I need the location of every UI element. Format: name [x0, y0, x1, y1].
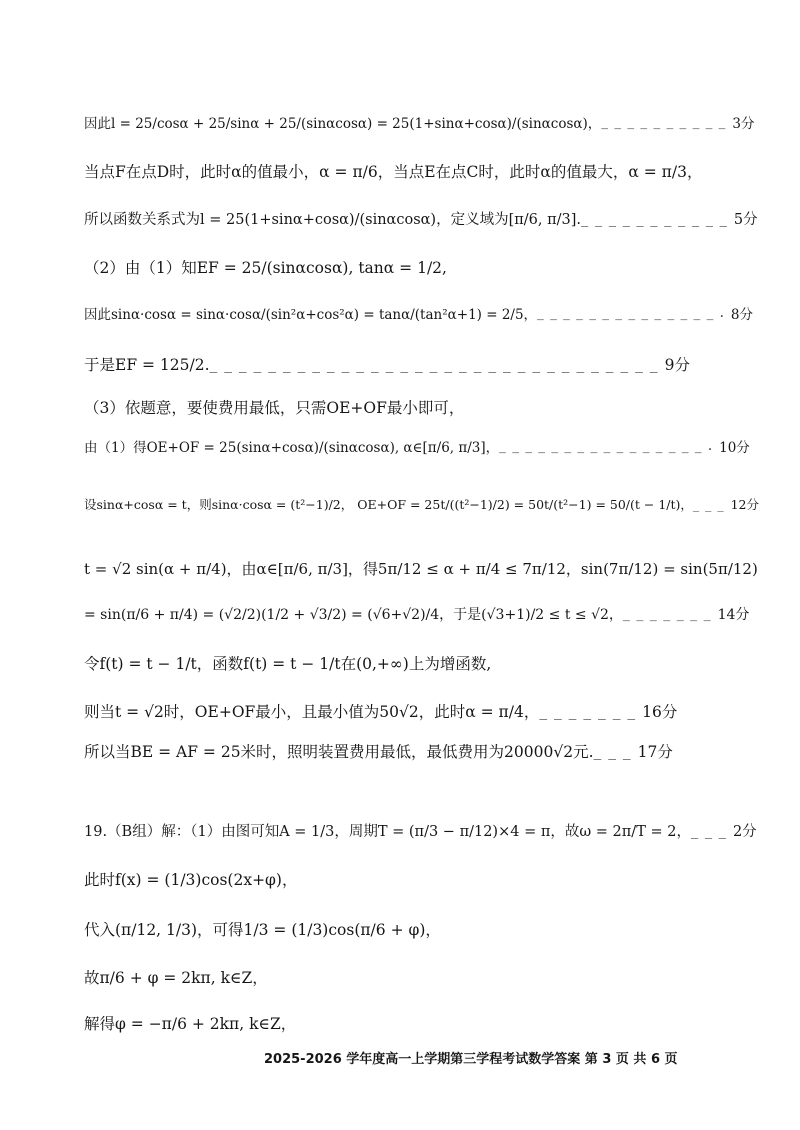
dash-leader: _ _ _ [593, 742, 632, 760]
score-mark: 12分 [730, 497, 760, 512]
line-text: 19.（B组）解：（1）由图可知A = 1/3，周期T = (π/3 − π/12)×4 = π，故ω = 2π/T = 2， [84, 824, 691, 840]
dash-leader: _ _ _ _ _ _ _ _ _ _ _ [581, 210, 728, 227]
line-text: 所以当BE = AF = 25米时，照明装置费用最低，最低费用为20000√2元. [84, 743, 594, 761]
dash-leader: _ _ _ _ _ _ _ _ _ _ _ _ _ _ . [537, 305, 725, 321]
line-text: 因此l = 25/cosα + 25/sinα + 25/(sinαcosα) = 25(1+sinα+cosα)/(sinαcosα)， [84, 116, 602, 132]
page-footer: 2025-2026 学年度高一上学期第三学程考试数学答案 第 3 页 共 6 页 [264, 1052, 678, 1067]
line-10 [84, 558, 760, 579]
line-text: 当点F在点D时，此时α的值最小，α = π/6，当点E在点C时，此时α的值最大，α = π/3， [84, 163, 703, 181]
line-text: 由（1）得OE+OF = 25(sinα+cosα)/(sinαcosα), α∈[π/6, π/3]， [84, 440, 500, 456]
dash-leader: _ _ _ _ _ _ _ [539, 702, 637, 720]
line-02 [84, 160, 760, 182]
line-text: 解得φ = −π/6 + 2kπ, k∈Z， [84, 1015, 297, 1033]
line-text: 设sinα+cosα = t，则sinα·cosα = (t²−1)/2， OE+OF = 25t/((t²−1)/2) = 50t/(t²−1) = 50/(t − 1/t)， [84, 497, 693, 512]
line-text: 故π/6 + φ = 2kπ, k∈Z， [84, 969, 268, 987]
dash-leader: _ _ _ _ _ _ _ _ _ _ _ _ _ _ _ _ . [499, 438, 714, 454]
line-15 [84, 820, 760, 841]
line-06 [84, 353, 760, 375]
line-text: （3）依题意，要使费用最低，只需OE+OF最小即可， [84, 399, 465, 417]
line-12 [84, 652, 760, 674]
line-text: 令f(t) = t − 1/t，函数f(t) = t − 1/t在(0,+∞)上为增函数, [84, 655, 492, 673]
line-14 [84, 740, 760, 762]
line-11 [84, 604, 760, 624]
line-text: 于是EF = 125/2. [84, 356, 210, 374]
line-text: t = √2 sin(α + π/4)，由α∈[π/6, π/3]，得5π/12 ≤ α + π/4 ≤ 7π/12，sin(7π/12) = sin(5π/12) [84, 560, 758, 578]
line-09 [84, 495, 760, 513]
dash-leader: _ _ _ [692, 496, 725, 512]
score-mark: 9分 [664, 356, 690, 374]
dash-leader: _ _ _ [690, 822, 727, 839]
line-17 [84, 918, 760, 940]
line-13 [84, 700, 760, 722]
score-mark: 10分 [719, 440, 750, 456]
score-mark: 14分 [717, 607, 750, 623]
line-text: 此时f(x) = (1/3)cos(2x+φ)， [84, 871, 298, 889]
score-mark: 3分 [732, 116, 755, 132]
score-mark: 2分 [732, 824, 757, 840]
line-text: （2）由（1）知EF = 25/(sinαcosα), tanα = 1/2, [84, 259, 447, 277]
line-19 [84, 1012, 760, 1034]
score-mark: 5分 [733, 212, 758, 228]
score-mark: 17分 [637, 743, 673, 761]
line-text: 则当t = √2时，OE+OF最小，且最小值为50√2，此时α = π/4， [84, 703, 540, 721]
dash-leader: _ _ _ _ _ _ _ _ _ _ _ _ _ _ _ _ _ _ _ _ _ _ _ _ _ _ _ _ _ _ _ [209, 355, 659, 373]
line-16 [84, 868, 760, 890]
dash-leader: _ _ _ _ _ _ _ [622, 606, 712, 622]
line-text: 代入(π/12, 1/3)，可得1/3 = (1/3)cos(π/6 + φ)， [84, 921, 441, 939]
line-text: 所以函数关系式为l = 25(1+sinα+cosα)/(sinαcosα)，定义域为[π/6, π/3]. [84, 212, 581, 228]
line-text: 因此sinα·cosα = sinα·cosα/(sin²α+cos²α) = tanα/(tan²α+1) = 2/5， [84, 307, 538, 323]
line-04 [84, 256, 760, 278]
line-18 [84, 966, 760, 988]
score-mark: 8分 [730, 307, 754, 323]
line-03 [84, 208, 760, 229]
line-08 [84, 436, 760, 456]
dash-leader: _ _ _ _ _ _ _ _ _ _ [601, 114, 727, 130]
line-text: = sin(π/6 + π/4) = (√2/2)(1/2 + √3/2) = (√6+√2)/4，于是(√3+1)/2 ≤ t ≤ √2， [84, 607, 623, 623]
line-07 [84, 396, 760, 418]
line-01 [84, 112, 760, 132]
line-05 [84, 303, 760, 323]
score-mark: 16分 [642, 703, 678, 721]
